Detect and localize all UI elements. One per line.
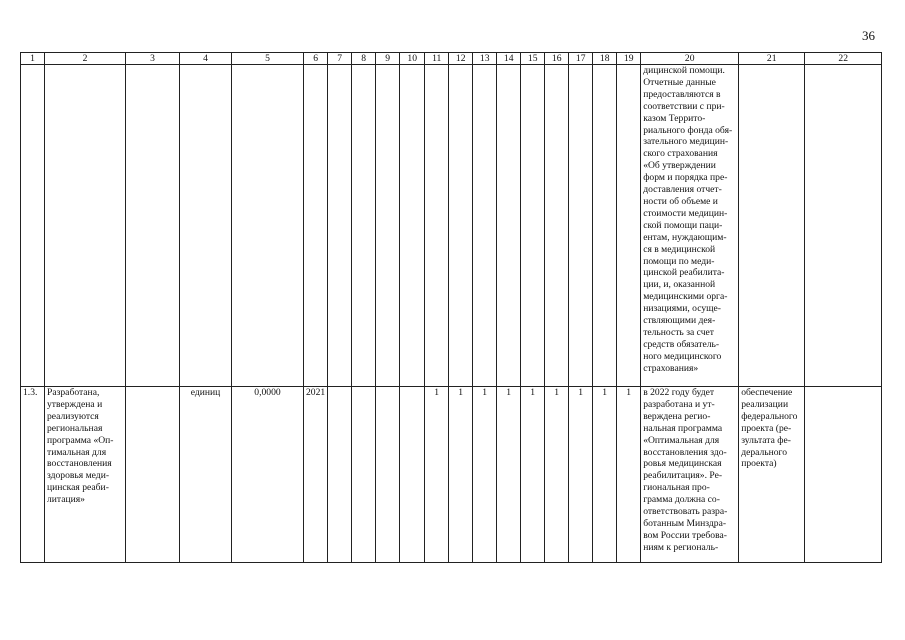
header-cell: 14 xyxy=(497,53,521,65)
table-cell xyxy=(473,65,497,387)
table-cell xyxy=(328,65,352,387)
comment-cell: дицинской помощи. Отчетные данные предоставляются в соответствии с при- казом Террито- риального фонда обя- зательного медицин- ского страхования «Об утверждении форм и порядка пре- доставления отчет- ности об объеме и стоимости медицин- ской помощи паци- ентам, нуждающим- ся в медицинской помощи по меди- цинской реабилита- ции, и, оказанной медицинскими орга- низациями, осуще- ствляющими дея- тельность за счет средств обязатель- ного медицинского страхования» xyxy=(641,65,739,387)
table-cell xyxy=(593,65,617,387)
value-cell: 1 xyxy=(425,387,449,563)
value-cell: 1 xyxy=(473,387,497,563)
table-cell xyxy=(805,65,882,387)
value-cell: 1 xyxy=(497,387,521,563)
table-cell xyxy=(328,387,352,563)
table-cell xyxy=(449,65,473,387)
header-cell: 3 xyxy=(126,53,180,65)
relation-cell: обеспечение реализации федерального проекта (ре- зультата фе- дерального проекта) xyxy=(739,387,805,563)
table-cell xyxy=(180,65,232,387)
header-cell: 22 xyxy=(805,53,882,65)
table-cell xyxy=(617,65,641,387)
header-cell: 9 xyxy=(376,53,400,65)
table-cell xyxy=(497,65,521,387)
header-cell: 7 xyxy=(328,53,352,65)
header-cell: 12 xyxy=(449,53,473,65)
row-number: 1.3. xyxy=(21,387,45,563)
comment-cell: в 2022 году будет разработана и ут- верждена регио- нальная программа «Оптимальная для восстановления здо- ровья медицинская реабилитация». Ре- гиональная про- грамма должна со- ответствовать разра- ботанным Минздра- вом России требова- ниям к региональ- xyxy=(641,387,739,563)
unit-cell: единиц xyxy=(180,387,232,563)
header-cell: 19 xyxy=(617,53,641,65)
header-cell: 8 xyxy=(352,53,376,65)
table-cell xyxy=(352,387,376,563)
header-cell: 6 xyxy=(304,53,328,65)
table-cell xyxy=(739,65,805,387)
value-cell: 1 xyxy=(593,387,617,563)
table-cell xyxy=(376,65,400,387)
table-cell xyxy=(545,65,569,387)
base-year-cell: 2021 xyxy=(304,387,328,563)
header-cell: 1 xyxy=(21,53,45,65)
table-cell xyxy=(304,65,328,387)
header-row xyxy=(21,53,882,65)
header-cell: 13 xyxy=(473,53,497,65)
header-cell: 18 xyxy=(593,53,617,65)
header-cell: 5 xyxy=(232,53,304,65)
table-row-continuation xyxy=(21,65,882,387)
value-cell: 1 xyxy=(449,387,473,563)
header-cell: 17 xyxy=(569,53,593,65)
table-cell xyxy=(21,65,45,387)
header-cell: 16 xyxy=(545,53,569,65)
table-row-1-3 xyxy=(21,387,882,563)
table-cell xyxy=(126,65,180,387)
value-cell: 1 xyxy=(545,387,569,563)
table-cell xyxy=(521,65,545,387)
indicator-name: Разработана, утверждена и реализуются региональная программа «Оп- тимальная для восстановления здоровья меди- цинская реаби- литация» xyxy=(45,387,126,563)
table-cell xyxy=(400,387,425,563)
header-cell: 20 xyxy=(641,53,739,65)
value-cell: 1 xyxy=(617,387,641,563)
header-cell: 10 xyxy=(400,53,425,65)
header-cell: 15 xyxy=(521,53,545,65)
table-cell xyxy=(400,65,425,387)
base-value-cell: 0,0000 xyxy=(232,387,304,563)
table-cell xyxy=(352,65,376,387)
indicators-table xyxy=(20,52,882,563)
table-cell xyxy=(569,65,593,387)
header-cell: 2 xyxy=(45,53,126,65)
table-cell xyxy=(425,65,449,387)
header-cell: 21 xyxy=(739,53,805,65)
page-number: 36 xyxy=(862,28,875,43)
header-cell: 4 xyxy=(180,53,232,65)
value-cell: 1 xyxy=(569,387,593,563)
table-cell xyxy=(126,387,180,563)
header-cell: 11 xyxy=(425,53,449,65)
value-cell: 1 xyxy=(521,387,545,563)
table-cell xyxy=(376,387,400,563)
table-cell xyxy=(805,387,882,563)
table-cell xyxy=(232,65,304,387)
table-cell xyxy=(45,65,126,387)
